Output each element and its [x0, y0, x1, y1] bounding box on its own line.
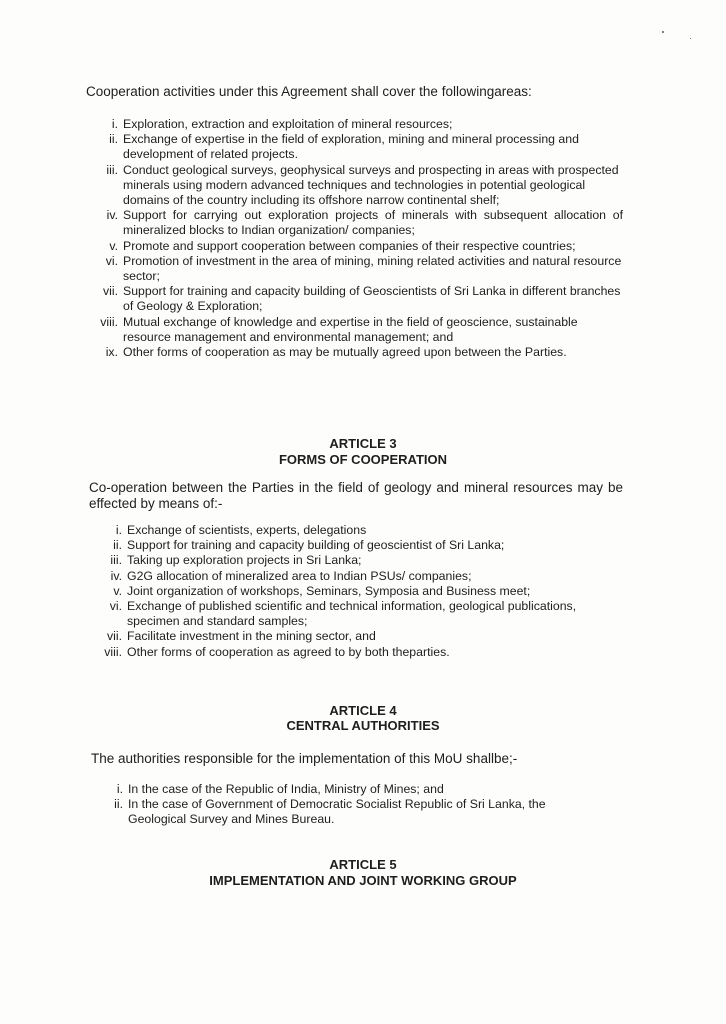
item-number: v.: [109, 238, 118, 253]
item-number: ii.: [109, 132, 118, 147]
list-item: [113, 583, 627, 599]
list-item: [105, 345, 623, 360]
item-number: viii.: [100, 314, 118, 329]
item-text: Joint organization of workshops, Seminars, Symposia and Business meet;: [127, 583, 531, 598]
article-4-title: CENTRAL AUTHORITIES: [286, 718, 440, 733]
item-text: Taking up exploration projects in Sri Lanka;: [127, 553, 362, 568]
list-item: [104, 644, 627, 660]
list-item: [109, 238, 623, 254]
item-text: Facilitate investment in the mining sector, and: [127, 629, 376, 644]
item-text: Promote and support cooperation between companies of their respective countries;: [123, 238, 576, 253]
article-3-title: FORMS OF COOPERATION: [278, 452, 448, 467]
list-item: [100, 314, 623, 345]
article-5-number: ARTICLE 5: [329, 857, 397, 872]
cooperation-areas-list: [100, 117, 623, 360]
article-3-paragraph: Co-operation between the Parties in the field of geology and mineral resources may be effected by means of:-: [89, 480, 623, 511]
item-text: Conduct geological surveys, geophysical surveys and prospecting in areas with prospected minerals using modern advanced techniques and technologies in potential geological domains of the country including its offshore narrow continental shelf;: [123, 162, 619, 208]
item-number: v.: [113, 583, 122, 598]
item-number: i.: [116, 782, 123, 796]
list-item: [111, 117, 623, 132]
list-item: [116, 782, 598, 797]
scan-speck: [690, 38, 691, 39]
item-number: iv.: [110, 568, 122, 583]
item-number: viii.: [104, 644, 122, 659]
item-text: Exchange of scientists, experts, delegations: [127, 523, 367, 537]
list-item: [102, 284, 623, 314]
item-text: Promotion of investment in the area of mining, mining related activities and natural resource sector;: [123, 253, 622, 284]
scan-speck: [662, 31, 664, 33]
item-text: Support for training and capacity building of Geoscientists of Sri Lanka in different branches of Geology & Exploration;: [123, 284, 621, 314]
item-text: Other forms of cooperation as agreed to by both theparties.: [127, 644, 450, 659]
item-number: iii.: [110, 553, 122, 568]
item-text: Exchange of published scientific and technical information, geological publications, specimen and standard samples;: [127, 599, 577, 629]
list-item: [105, 253, 623, 284]
list-item: [109, 599, 627, 629]
item-number: vi.: [109, 599, 122, 614]
list-item: [106, 208, 623, 238]
item-text: Exchange of expertise in the field of exploration, mining and mineral processing and development of related projects.: [123, 132, 579, 162]
list-item: [110, 568, 627, 584]
list-item: [115, 523, 627, 538]
item-number: vi.: [105, 253, 118, 268]
item-text: In the case of Government of Democratic Socialist Republic of Sri Lanka, the Geological Survey and Mines Bureau.: [128, 797, 546, 827]
article-4-paragraph: The authorities responsible for the implementation of this MoU shallbe;-: [91, 751, 518, 766]
list-item: [109, 132, 623, 162]
article-3-number: ARTICLE 3: [329, 436, 397, 451]
item-number: iv.: [106, 208, 118, 223]
list-item: [110, 553, 627, 568]
item-text: Support for training and capacity building of geoscientist of Sri Lanka;: [127, 538, 505, 553]
intro-paragraph: Cooperation activities under this Agreement shall cover the followingareas:: [86, 84, 532, 99]
article-5-title: IMPLEMENTATION AND JOINT WORKING GROUP: [209, 873, 517, 888]
item-text: Other forms of cooperation as may be mutually agreed upon between the Parties.: [123, 345, 567, 360]
article-3-list: [104, 523, 627, 660]
item-number: i.: [115, 523, 122, 537]
item-text: G2G allocation of mineralized area to Indian PSUs/ companies;: [127, 568, 472, 583]
article-4-list: [114, 782, 598, 828]
list-item: [106, 629, 627, 644]
item-number: ii.: [114, 797, 123, 812]
item-number: i.: [111, 117, 118, 131]
item-number: ix.: [105, 345, 118, 360]
item-text: Support for carrying out exploration projects of minerals with subsequent allocation of mineralized blocks to Indian organization/ companies;: [123, 208, 623, 238]
item-text: Exploration, extraction and exploitation of mineral resources;: [123, 117, 453, 131]
article-4-number: ARTICLE 4: [329, 703, 397, 718]
list-item: [106, 162, 623, 209]
item-number: vii.: [102, 284, 118, 299]
item-number: ii.: [113, 538, 122, 553]
list-item: [114, 797, 598, 827]
item-number: iii.: [106, 162, 118, 177]
item-number: vii.: [106, 629, 122, 644]
list-item: [113, 538, 627, 553]
item-text: In the case of the Republic of India, Ministry of Mines; and: [128, 782, 444, 796]
item-text: Mutual exchange of knowledge and expertise in the field of geoscience, sustainable resource management and environmental management; and: [123, 314, 578, 344]
